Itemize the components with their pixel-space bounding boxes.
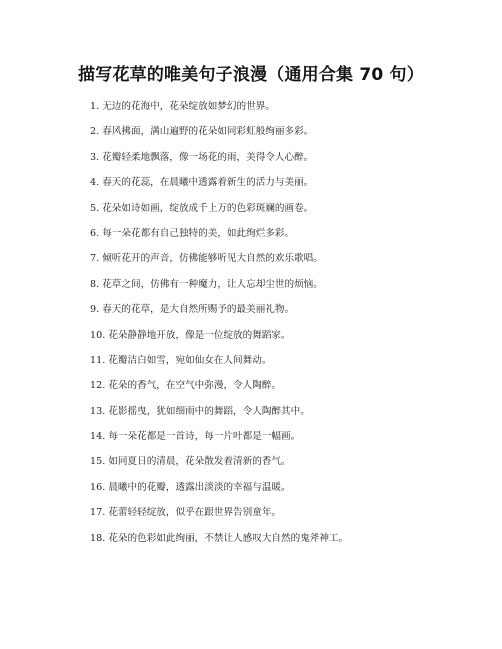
list-item — [90, 405, 470, 430]
list-item — [90, 481, 470, 506]
item-number: 9. — [90, 304, 100, 316]
item-number: 11. — [90, 354, 106, 366]
list-item — [90, 252, 470, 277]
item-number: 2. — [90, 126, 100, 138]
item-text: 春天的花蕊，在晨曦中透露着新生的活力与美丽。 — [102, 177, 314, 189]
list-item — [90, 278, 470, 303]
item-text: 花朵的香气，在空气中弥漫，令人陶醉。 — [108, 380, 282, 392]
item-text: 春风拂面，满山遍野的花朵如同彩虹般绚丽多彩。 — [102, 126, 314, 138]
list-item — [90, 430, 470, 455]
list-item — [90, 532, 470, 557]
item-number: 8. — [90, 278, 100, 290]
item-text: 花朵如诗如画，绽放成千上万的色彩斑斓的画卷。 — [102, 202, 314, 214]
item-number: 16. — [90, 481, 106, 493]
list-item — [90, 227, 470, 252]
list-item — [90, 176, 470, 201]
list-item — [90, 506, 470, 531]
list-item — [90, 100, 470, 125]
item-text: 每一朵花都是一首诗，每一片叶都是一幅画。 — [108, 431, 301, 443]
item-number: 4. — [90, 177, 100, 189]
document-title: 描写花草的唯美句子浪漫（通用合集 70 句） — [78, 65, 424, 85]
item-text: 花朵静静地开放，像是一位绽放的舞蹈家。 — [108, 329, 291, 341]
sentence-list — [90, 100, 470, 557]
item-number: 17. — [90, 507, 106, 519]
item-number: 7. — [90, 253, 100, 265]
item-number: 14. — [90, 431, 106, 443]
item-text: 花蕾轻轻绽放，似乎在跟世界告别童年。 — [108, 507, 282, 519]
item-text: 倾听花开的声音，仿佛能够听见大自然的欢乐歌唱。 — [102, 253, 323, 265]
item-number: 13. — [90, 405, 106, 417]
item-number: 15. — [90, 456, 106, 468]
list-item — [90, 303, 470, 328]
item-text: 晨曦中的花瓣，透露出淡淡的幸福与温暖。 — [108, 481, 291, 493]
item-text: 花朵的色彩如此绚丽，不禁让人感叹大自然的鬼斧神工。 — [108, 532, 349, 544]
item-text: 花影摇曳，犹如细雨中的舞蹈，令人陶醉其中。 — [108, 405, 310, 417]
item-number: 12. — [90, 380, 106, 392]
list-item — [90, 455, 470, 480]
item-text: 花瓣轻柔地飘落，像一场花的雨，美得令人心醉。 — [102, 151, 314, 163]
list-item — [90, 151, 470, 176]
item-text: 春天的花草，是大自然所赐予的最美丽礼物。 — [102, 304, 295, 316]
list-item — [90, 125, 470, 150]
item-number: 5. — [90, 202, 100, 214]
item-number: 1. — [90, 101, 100, 112]
item-text: 花草之间，仿佛有一种魔力，让人忘却尘世的烦恼。 — [102, 278, 323, 290]
list-item — [90, 354, 470, 379]
list-item — [90, 379, 470, 404]
item-text: 花瓣洁白如雪，宛如仙女在人间舞动。 — [108, 354, 272, 366]
item-text: 无边的花海中，花朵绽放如梦幻的世界。 — [102, 101, 275, 112]
item-number: 3. — [90, 151, 100, 163]
item-text: 如同夏日的清晨，花朵散发着清新的香气。 — [108, 456, 291, 468]
item-number: 10. — [90, 329, 106, 341]
item-number: 6. — [90, 227, 100, 239]
item-number: 18. — [90, 532, 106, 544]
list-item — [90, 329, 470, 354]
item-text: 每一朵花都有自己独特的美，如此绚烂多彩。 — [102, 227, 295, 239]
list-item — [90, 202, 470, 227]
